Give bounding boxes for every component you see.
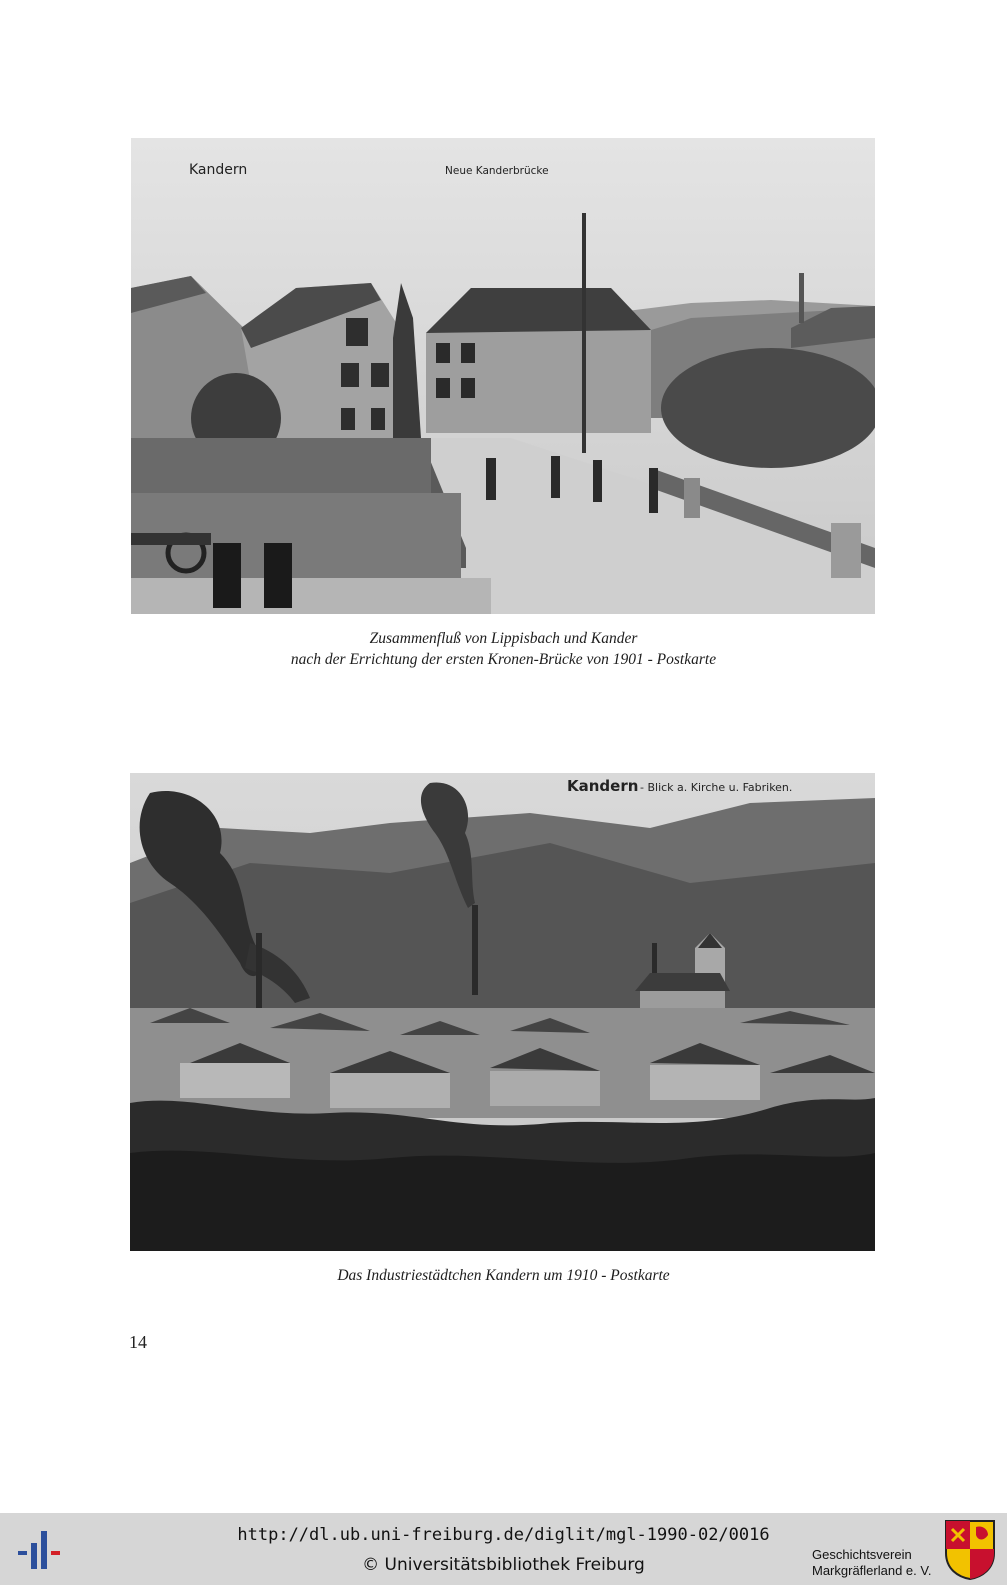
postcard-place-label: Kandern bbox=[567, 777, 639, 795]
society-name bbox=[812, 1547, 931, 1579]
library-footer bbox=[0, 1513, 1007, 1585]
coat-of-arms-icon bbox=[944, 1519, 996, 1581]
bridge-photo-image bbox=[131, 138, 875, 614]
postcard-photo-town bbox=[130, 773, 875, 1251]
town-photo-image bbox=[130, 773, 875, 1251]
page-number: 14 bbox=[129, 1332, 147, 1352]
caption-bridge-line2: nach der Errichtung der ersten Kronen-Brücke von 1901 - Postkarte bbox=[290, 651, 717, 668]
society-name-line2: Markgräflerland e. V. bbox=[812, 1563, 932, 1578]
caption-bridge bbox=[0, 628, 1007, 670]
postcard-title-label: - Blick a. Kirche u. Fabriken. bbox=[640, 781, 793, 794]
caption-town bbox=[0, 1265, 1007, 1286]
postcard-title-label: Neue Kanderbrücke bbox=[445, 165, 549, 177]
document-url-link[interactable]: http://dl.ub.uni-freiburg.de/diglit/mgl-1990-02/0016 bbox=[237, 1525, 770, 1545]
copyright-notice: © Universitätsbibliothek Freiburg bbox=[362, 1555, 645, 1575]
society-name-line1: Geschichtsverein bbox=[812, 1547, 912, 1562]
caption-bridge-line1: Zusammenfluß von Lippisbach und Kander bbox=[369, 630, 638, 647]
caption-town-line1: Das Industriestädtchen Kandern um 1910 - Postkarte bbox=[337, 1267, 670, 1284]
postcard-place-label: Kandern bbox=[189, 162, 248, 178]
postcard-photo-bridge bbox=[131, 138, 875, 614]
